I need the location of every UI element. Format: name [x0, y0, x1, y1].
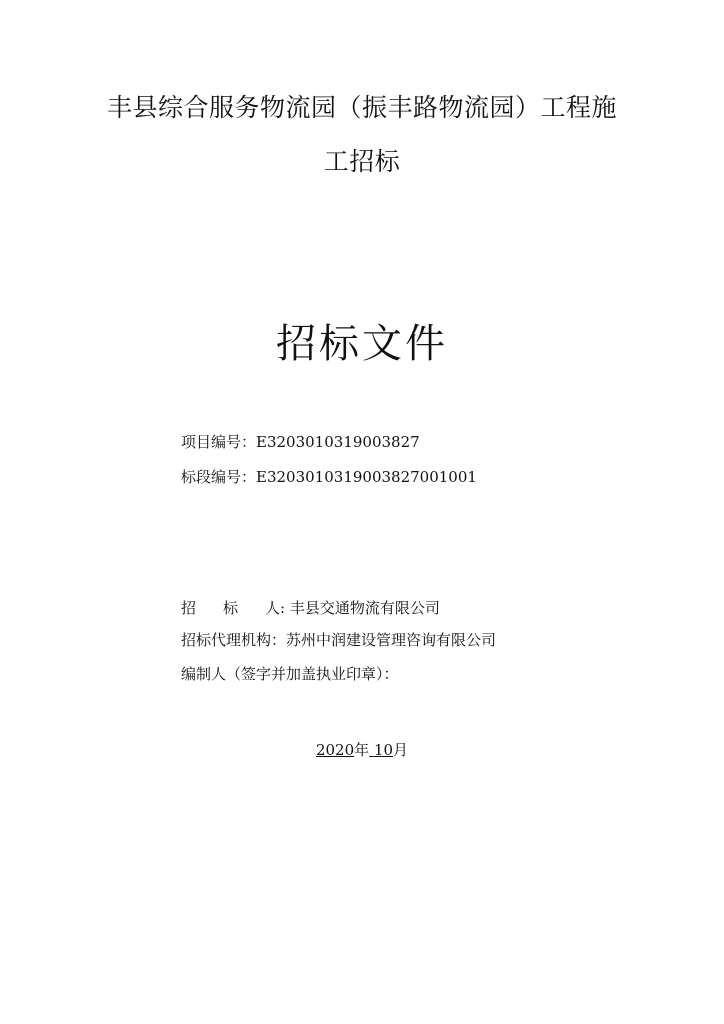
date-year-unit: 年 [354, 741, 370, 759]
project-number-label: 项目编号： [181, 433, 257, 451]
agency-label: 招标代理机构： [181, 631, 287, 649]
section-number-value: E3203010319003827001001 [256, 468, 477, 486]
tenderer-row [181, 597, 440, 618]
agency-row [181, 629, 496, 650]
compiler-label: 编制人（签字并加盖执业印章）： [181, 665, 399, 683]
date-month: 10 [373, 741, 394, 759]
project-number-value: E3203010319003827 [256, 433, 420, 451]
project-number-row [181, 431, 420, 452]
tenderer-value: 丰县交通物流有限公司 [289, 599, 440, 617]
tenderer-label: 招 标 人 [181, 599, 281, 617]
date-month-unit: 月 [393, 741, 409, 759]
section-number-label: 标段编号： [181, 468, 257, 486]
date-year: 2020 [315, 741, 355, 759]
compiler-row [181, 663, 399, 684]
section-number-row [181, 466, 477, 487]
document-date [0, 739, 724, 760]
document-type-heading: 招标文件 [276, 321, 448, 367]
document-title-line-2: 工招标 [323, 147, 401, 176]
tenderer-colon: : [280, 599, 286, 617]
document-title-line-1: 丰县综合服务物流园（振丰路物流园）工程施 [106, 93, 617, 122]
agency-value: 苏州中润建设管理咨询有限公司 [286, 631, 497, 649]
